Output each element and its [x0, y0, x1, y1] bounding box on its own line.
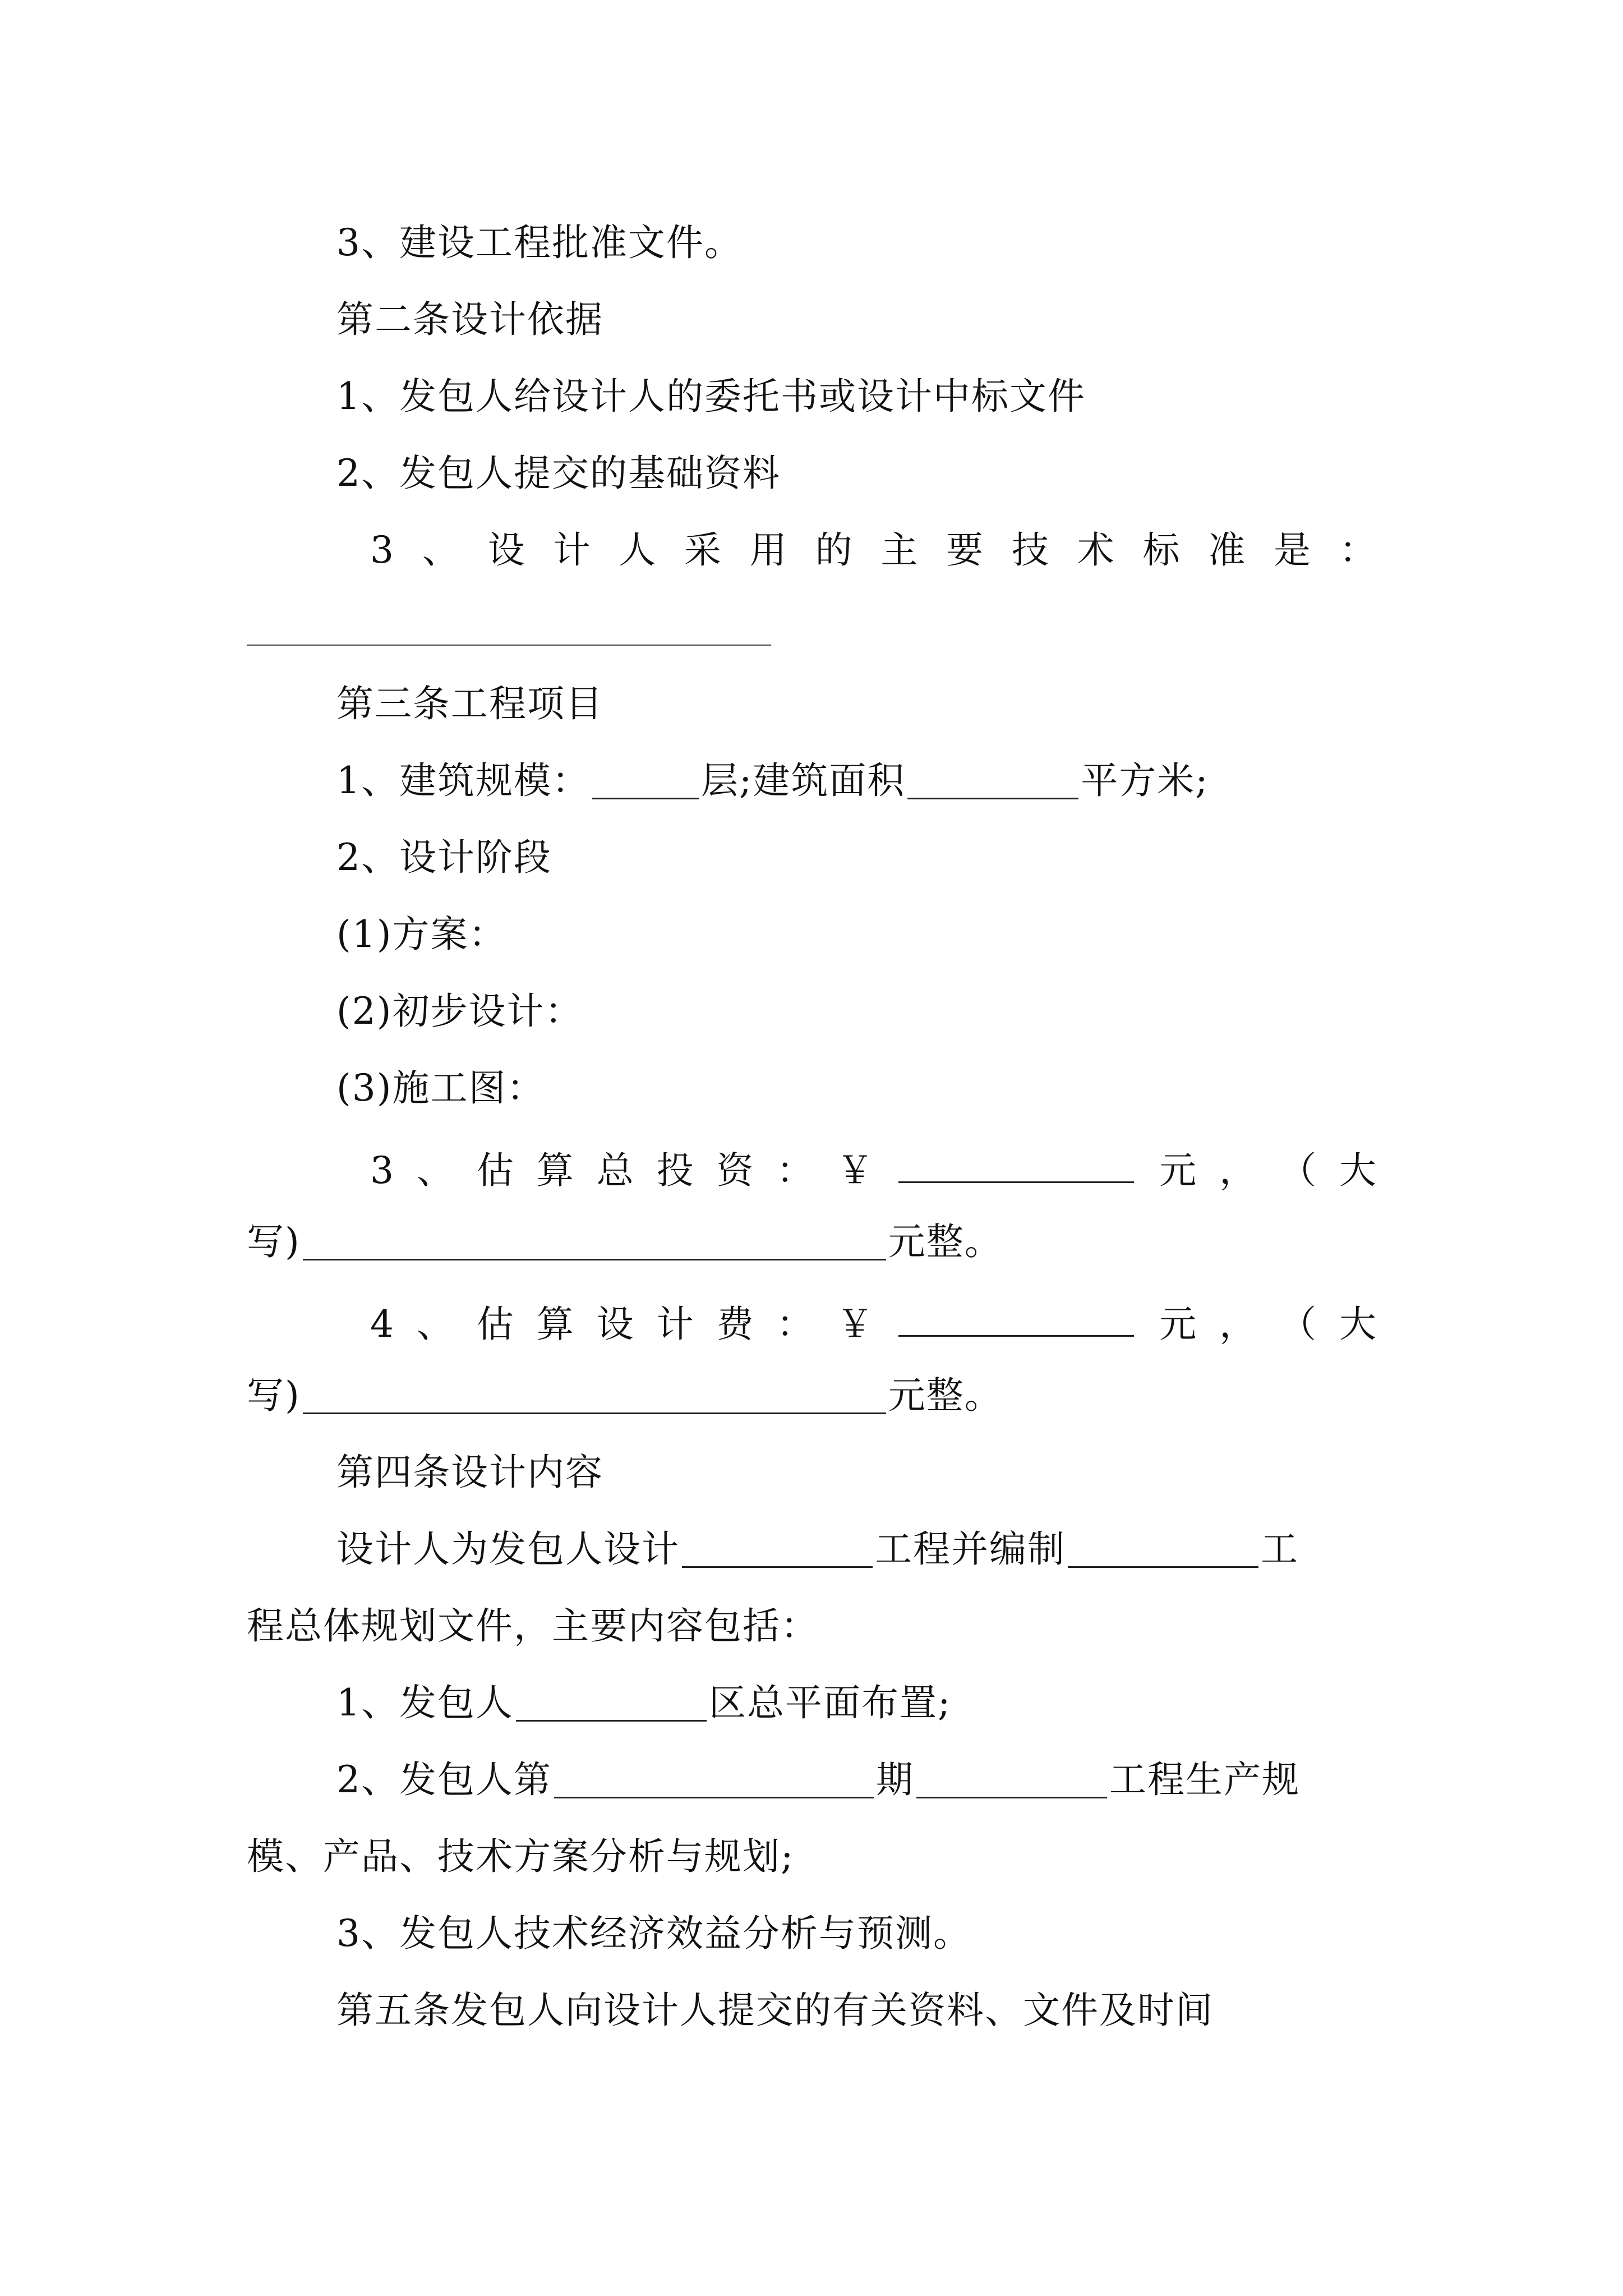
char: （ [1279, 1149, 1317, 1192]
article-4-heading: 第四条设计内容 [336, 1451, 603, 1494]
char: 采 [684, 528, 721, 572]
char: 人 [619, 528, 656, 572]
blank-fee-words [303, 1378, 886, 1414]
clause-1-item-3: 3、建设工程批准文件。 [336, 221, 743, 264]
article-4-intro-cont: 程总体规划文件，主要内容包括： [247, 1604, 819, 1648]
label: 1、发包人 [336, 1681, 514, 1724]
char: 计 [553, 528, 591, 572]
char: 算 [536, 1303, 574, 1346]
design-stage-2: (2)初步设计： [336, 990, 583, 1033]
blank-investment-words [303, 1224, 886, 1260]
blank-investment [898, 1147, 1134, 1183]
label: 工程生产规 [1109, 1758, 1300, 1801]
char: 是 [1274, 528, 1311, 572]
blank-floors [592, 763, 699, 799]
char: 资 [716, 1149, 754, 1192]
article-3-item-3-cont [247, 1220, 1003, 1263]
article-3-item-4 [370, 1300, 1376, 1346]
char: 主 [880, 528, 918, 572]
article-4-item-1 [336, 1681, 952, 1724]
article-2-item-1: 1、发包人给设计人的委托书或设计中标文件 [336, 375, 1086, 418]
char: ， [1219, 1149, 1257, 1192]
char: 元 [1159, 1303, 1197, 1346]
label: 写) [247, 1220, 301, 1263]
article-3-item-1 [336, 759, 1209, 802]
article-3-item-4-cont [247, 1374, 1003, 1417]
label: 2、发包人第 [336, 1758, 552, 1801]
char: 估 [476, 1149, 514, 1192]
char: 、 [416, 1149, 454, 1192]
article-3-item-2: 2、设计阶段 [336, 836, 552, 879]
char: 标 [1142, 528, 1180, 572]
char: 大 [1339, 1303, 1376, 1346]
article-4-intro [336, 1527, 1376, 1571]
label: 元整。 [888, 1220, 1003, 1263]
char: ： [776, 1149, 814, 1192]
label: 1、建筑规模： [336, 759, 590, 802]
article-4-item-3: 3、发包人技术经济效益分析与预测。 [336, 1912, 971, 1955]
char: 、 [422, 528, 459, 572]
char: 投 [656, 1149, 694, 1192]
design-stage-1: (1)方案： [336, 913, 507, 956]
char: 计 [656, 1303, 694, 1346]
blank-zone [516, 1685, 707, 1722]
label: 工 [1261, 1527, 1299, 1571]
design-stage-3: (3)施工图： [336, 1066, 545, 1110]
char: 、 [416, 1303, 454, 1346]
char: 技 [1011, 528, 1049, 572]
char: ： [776, 1303, 814, 1346]
article-3-item-3 [370, 1147, 1376, 1192]
article-4-item-2 [336, 1758, 1300, 1801]
char: ￥ [836, 1149, 874, 1192]
char: 术 [1077, 528, 1114, 572]
char: ， [1219, 1303, 1257, 1346]
label: 层;建筑面积 [701, 759, 906, 802]
char: 大 [1339, 1149, 1376, 1192]
blank-phase-project [916, 1762, 1107, 1798]
label: 写) [247, 1374, 301, 1417]
blank-phase [554, 1762, 874, 1798]
blank-design-fee [898, 1300, 1134, 1337]
char: 用 [749, 528, 787, 572]
char: ： [1339, 528, 1376, 572]
label: 区总平面布置; [709, 1681, 952, 1724]
article-3-heading: 第三条工程项目 [336, 682, 603, 725]
char: ￥ [836, 1303, 874, 1346]
char: 准 [1208, 528, 1246, 572]
label: 平方米; [1081, 759, 1209, 802]
label: 工程并编制 [875, 1527, 1066, 1571]
label: 期 [876, 1758, 914, 1801]
article-2-item-2: 2、发包人提交的基础资料 [336, 452, 781, 495]
article-2-item-3 [370, 528, 1376, 572]
char: 设 [487, 528, 525, 572]
char: 费 [716, 1303, 754, 1346]
char: （ [1279, 1303, 1317, 1346]
char: 设 [596, 1303, 634, 1346]
char: 的 [815, 528, 852, 572]
blank-project [682, 1531, 873, 1568]
char: 总 [596, 1149, 634, 1192]
label: 元整。 [888, 1374, 1003, 1417]
article-4-item-2-cont: 模、产品、技术方案分析与规划; [247, 1835, 795, 1878]
blank-area [907, 763, 1078, 799]
blank-line-standards [247, 645, 771, 646]
label: 设计人为发包人设计 [336, 1527, 680, 1571]
blank-project-plan [1068, 1531, 1258, 1568]
article-5-heading: 第五条发包人向设计人提交的有关资料、文件及时间 [336, 1989, 1214, 2032]
char: 算 [536, 1149, 574, 1192]
char: 3 [370, 1149, 394, 1192]
char: 估 [476, 1303, 514, 1346]
char: 4 [370, 1303, 394, 1346]
char: 3 [370, 528, 394, 572]
article-2-heading: 第二条设计依据 [336, 298, 603, 341]
char: 元 [1159, 1149, 1197, 1192]
char: 要 [946, 528, 984, 572]
